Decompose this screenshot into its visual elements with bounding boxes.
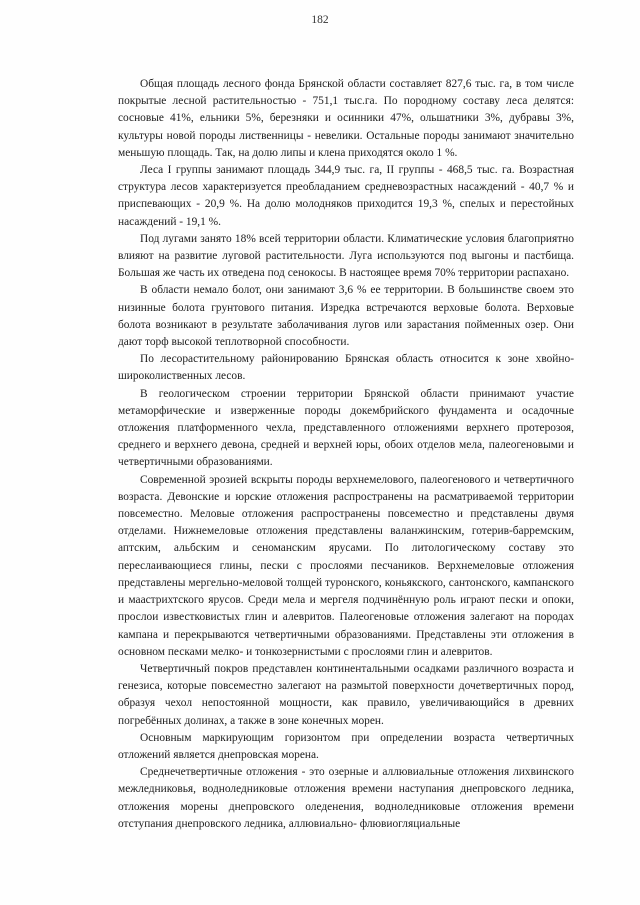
body-text <box>118 76 574 833</box>
paragraph-moraine: Основным маркирующим горизонтом при определении возраста четвертичных отложений является днепровская морена. <box>118 731 574 761</box>
paragraph-meadows: Под лугами занято 18% всей территории области. Климатические условия благоприятно влияют на развитие луговой растительности. Луга используются под выгоны и пастбища. Большая же часть их отведена под сенокосы. В настоящее время 70% территории распахано. <box>118 232 574 280</box>
paragraph-forest-zone: По лесорастительному районированию Брянская область относится к зоне хвойно-широколиственных лесов. <box>118 353 574 383</box>
paragraph-geology: В геологическом строении территории Брянской области принимают участие метаморфические и изверженные породы докембрийского фундамента и осадочные отложения платформенного чехла, представленного отложениями верхнего протерозоя, среднего и верхнего девона, средней и верхней юры, обоих отделов мела, палеогеновыми и четвертичными образованиями. <box>118 387 574 469</box>
paragraph-swamps: В области немало болот, они занимают 3,6 % ее территории. В большинстве своем это низинные болота грунтового питания. Изредка встречаются верховые болота. Верховые болота возникают в результате заболачивания лугов или зарастания пойменных озер. Они дают торф высокой теплотворной способности. <box>118 284 574 349</box>
paragraph-erosion: Современной эрозией вскрыты породы верхнемелового, палеогенового и четвертичного возраста. Девонские и юрские отложения распространены на расматриваемой территории повсеместно. Меловые отложения распространены повсеместно и представлены двумя отделами. Нижнемеловые отложения представлены валанжинским, готерив-барремским, аптским, альбским и сеноманским ярусами. По литологическому составу это переслаивающиеся глины, пески с прослоями песчаников. Верхнемеловые отложения представлены мергельно-меловой толщей туронского, коньякского, сантонского, кампанского и маастрихтского ярусов. Среди мела и мергеля подчинённую роль играют пески и опоки, прослои известковистых глин и алевритов. Палеогеновые отложения залегают на породах кампана и перекрываются четвертичными образованиями. Представлены эти отложения в основном песками мелко- и тонкозернистыми с прослоями глин и алевритов. <box>118 473 574 658</box>
paragraph-forest-fund: Общая площадь лесного фонда Брянской области составляет 827,6 тыс. га, в том числе покрытые лесной растительностью - 751,1 тыс.га. По породному составу леса делятся: сосновые 41%, ельники 5%, березняки и осинники 47%, ольшатники 3%, дубравы 3%, культуры новой породы лиственницы - невелики. Остальные породы занимают значительно меньшую площадь. Так, на долю липы и клена приходятся около 1 %. <box>118 78 574 159</box>
paragraph-quaternary-cover: Четвертичный покров представлен континентальными осадками различного возраста и генезиса, которые повсеместно залегают на размытой поверхности дочетвертичных пород, образуя чехол непостоянной мощности, как правило, увеличивающийся в древних погребённых долинах, а также в зоне конечных морен. <box>118 662 574 727</box>
page-number: 182 <box>311 14 329 26</box>
paragraph-forest-groups: Леса I группы занимают площадь 344,9 тыс. га, II группы - 468,5 тыс. га. Возрастная структура лесов характеризуется преобладанием средневозрастных насаждений - 40,7 % и приспевающих - 20,9 %. На долю молодняков приходится 19,3 %, спелых и перестойных насаждений - 19,1 %. <box>118 164 574 228</box>
paragraph-middle-quaternary: Среднечетвертичные отложения - это озерные и аллювиальные отложения лихвинского межледниковья, водноледниковые отложения времени наступания днепровского ледника, отложения морены днепровского оледенения, водноледниковые отложения времени отступания днепровского ледника, аллювиально- флювиогляциальные <box>118 766 574 830</box>
